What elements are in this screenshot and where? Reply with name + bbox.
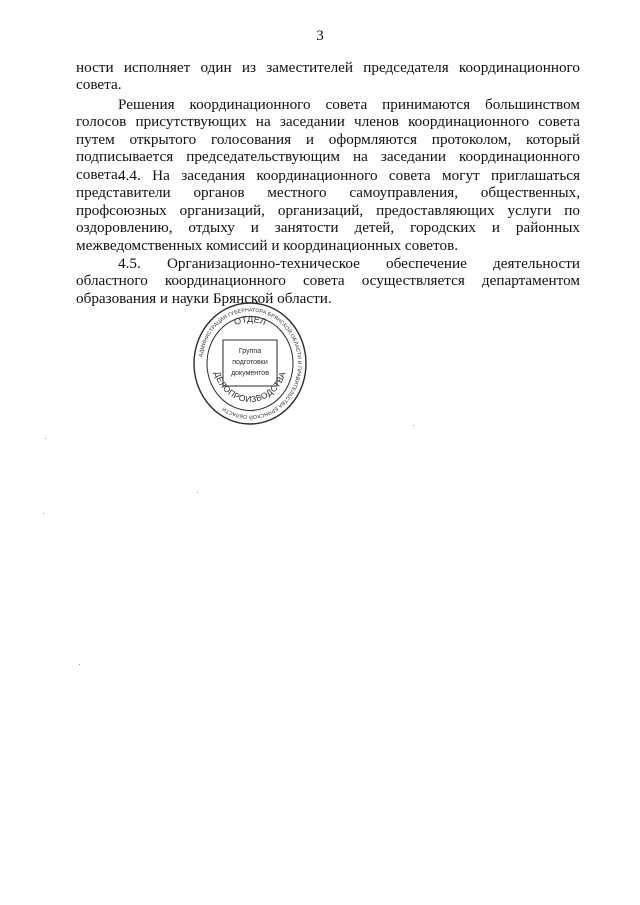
paragraph-decisions: Решения координационного совета принимаются большинством голосов присутствующих на заседании членов координационного совета путем открытого голосования и оформляются протоколом, который подписывается председательствующим на заседании координационного совета. (76, 96, 580, 183)
stamp-inner-line-2: подготовки (232, 359, 268, 366)
stamp-inner-line-3: документов (231, 370, 269, 377)
scan-speck (413, 425, 414, 426)
stamp-top-text: ОТДЕЛ (232, 313, 268, 328)
paragraph-4-4: 4.4. На заседания координационного совета могут приглашаться представители органов местного самоуправления, общественных, профсоюзных организаций, организаций, предоставляющих услуги по оздоровлению, отдыху и занятости детей, городских и районных межведомственных комиссий и координационных советов. (76, 167, 580, 254)
svg-text:ОТДЕЛ (233, 314, 268, 327)
stamp-bottom-text: ДЕЛОПРОИЗВОДСТВА (212, 370, 288, 405)
stamp-outer-text: АДМИНИСТРАЦИЯ ГУБЕРНАТОРА БРЯНСКОЙ ОБЛАСТИ И ПРАВИТЕЛЬСТВА БРЯНСКОЙ ОБЛАСТИ (198, 307, 303, 420)
stamp-inner-line-1: Группа (238, 348, 262, 355)
scan-speck (43, 513, 44, 514)
scan-speck (79, 664, 80, 665)
paragraph-4-5: 4.5. Организационно-техническое обеспечение деятельности областного координационного совета осуществляется департаментом образования и науки Брянской области. (76, 255, 580, 307)
office-stamp (193, 302, 307, 425)
scan-speck (45, 438, 46, 439)
paragraph-continuation: ности исполняет один из заместителей председателя координационного совета. (76, 59, 580, 94)
page-number: 3 (316, 28, 324, 44)
scan-speck (197, 492, 198, 493)
